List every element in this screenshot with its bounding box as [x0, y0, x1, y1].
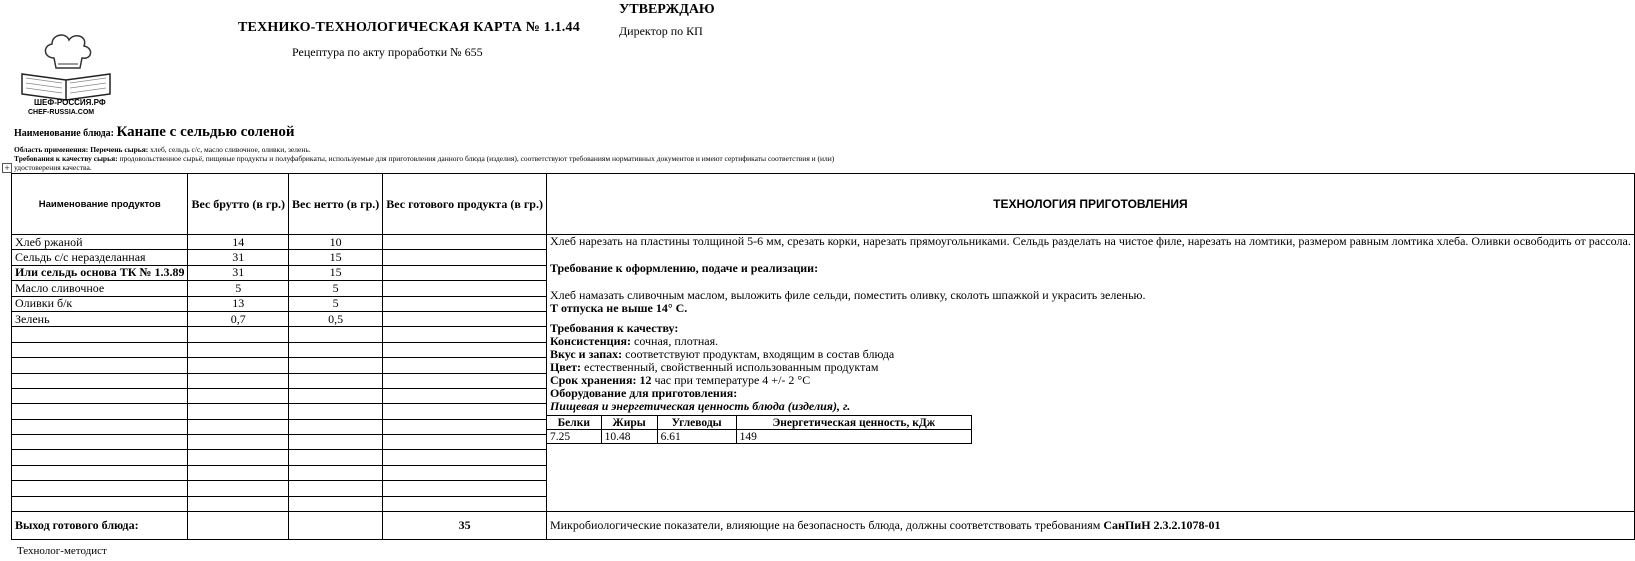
taste-label: Вкус и запах:	[549, 347, 623, 361]
color-value: естественный, свойственный использованным продуктам	[583, 360, 879, 374]
director-label: Директор по КП	[619, 24, 703, 38]
tech-step-text: Хлеб нарезать на пластины толщиной 5-6 мм, срезать корки, нарезать прямоугольниками. Сельдь разделать на чистое филе, нарезать на ломтики, размером равным ломтика хлеба. Оливки освободить от рассола.	[549, 234, 1631, 248]
product-gross: 5	[188, 281, 289, 296]
equipment-label: Оборудование для приготовления:	[549, 386, 738, 400]
serve-text: Хлеб намазать сливочным маслом, выложить филе сельди, поместить оливку, сколоть шпажкой и украсить зеленью.	[549, 288, 1146, 302]
header-product: Наименование продуктов	[12, 174, 188, 235]
dish-label: Наименование блюда:	[14, 128, 114, 139]
nutrition-header-fat: Жиры	[601, 416, 657, 430]
recipe-act: Рецептура по акту проработки № 655	[292, 45, 483, 59]
document-title: ТЕХНИКО-ТЕХНОЛОГИЧЕСКАЯ КАРТА № 1.1.44	[238, 20, 580, 35]
taste-value: соответствуют продуктам, входящим в состав блюда	[625, 347, 895, 361]
product-net: 0,5	[289, 311, 383, 326]
application-area	[14, 145, 311, 154]
nutrition-energy: 149	[736, 430, 971, 444]
nutrition-carbs: 6.61	[657, 430, 736, 444]
nutrition-protein: 7.25	[546, 430, 601, 444]
nutrition-table	[546, 415, 972, 444]
raw-list-label: Перечень сырья:	[90, 145, 149, 154]
raw-requirements	[14, 154, 844, 172]
requirements-text: продовольственное сырьё, пищевые продукты и полуфабрикаты, используемые для приготовления данного блюда (изделия), соответствуют требованиям нормативных документов и имеют сертификаты соответствия и (или) удостоверения качества.	[14, 154, 835, 172]
storage-value: час при температуре 4 +/- 2 °С	[654, 373, 811, 387]
area-label: Область применения:	[14, 145, 89, 154]
product-name: Зелень	[12, 311, 188, 326]
microbiology-note	[546, 512, 1634, 540]
product-name: Хлеб ржаной	[12, 235, 188, 250]
serve-title: Требование к оформлению, подаче и реализации:	[549, 261, 819, 275]
micro-text: Микробиологические показатели, влияющие на безопасность блюда, должны соответствовать требованиям	[549, 518, 1104, 533]
header-gross: Вес брутто (в гр.)	[188, 174, 289, 235]
quality-title: Требования к качеству:	[549, 321, 679, 335]
approve-label: УТВЕРЖДАЮ	[619, 2, 715, 17]
header-ready: Вес готового продукта (в гр.)	[383, 174, 547, 235]
product-gross: 31	[188, 265, 289, 280]
product-name: Масло сливочное	[12, 281, 188, 296]
dish-name: Канапе с сельдью соленой	[116, 124, 295, 140]
technologist-label: Технолог-методист	[17, 545, 107, 557]
requirements-label: Требования к качеству сырья:	[14, 154, 118, 163]
product-net: 15	[289, 265, 383, 280]
recipe-table	[11, 173, 1635, 540]
technology-cell	[546, 235, 1634, 512]
header-net: Вес нетто (в гр.)	[289, 174, 383, 235]
consistency-value: сочная, плотная.	[634, 334, 719, 348]
table-move-handle-icon[interactable]: +	[2, 163, 12, 173]
color-label: Цвет:	[549, 360, 581, 374]
nutrition-header-carbs: Углеводы	[657, 416, 736, 430]
product-net: 10	[289, 235, 383, 250]
header-technology: ТЕХНОЛОГИЯ ПРИГОТОВЛЕНИЯ	[546, 174, 1634, 235]
chef-russia-logo	[14, 28, 119, 120]
product-gross: 14	[188, 235, 289, 250]
product-net: 15	[289, 250, 383, 265]
nutrition-header-protein: Белки	[546, 416, 601, 430]
product-net: 5	[289, 296, 383, 311]
sanpin-ref: СанПиН 2.3.2.1078-01	[1103, 518, 1221, 533]
nutrition-header-energy: Энергетическая ценность, кДж	[736, 416, 971, 430]
nutrition-title: Пищевая и энергетическая ценность блюда (изделия), г.	[549, 399, 851, 413]
product-net: 5	[289, 281, 383, 296]
raw-list: хлеб, сельдь с/с, масло сливочное, оливки, зелень.	[150, 145, 311, 154]
serve-temperature: Т отпуска не выше 14° С.	[549, 301, 688, 315]
storage-label: Срок хранения: 12	[549, 373, 652, 387]
output-value: 35	[383, 512, 547, 540]
nutrition-fat: 10.48	[601, 430, 657, 444]
product-gross: 31	[188, 250, 289, 265]
product-gross: 13	[188, 296, 289, 311]
output-label: Выход готового блюда:	[12, 512, 188, 540]
consistency-label: Консистенция:	[549, 334, 631, 348]
product-name: Сельдь с/с неразделанная	[12, 250, 188, 265]
logo-text-en: CHEF-RUSSIA.COM	[28, 109, 95, 116]
logo-text-ru: ШЕФ-РОССИЯ.РФ	[34, 98, 106, 107]
product-name: Или сельдь основа ТК № 1.3.89	[12, 265, 188, 280]
product-name: Оливки б/к	[12, 296, 188, 311]
product-gross: 0,7	[188, 311, 289, 326]
dish-name-line	[14, 124, 294, 141]
